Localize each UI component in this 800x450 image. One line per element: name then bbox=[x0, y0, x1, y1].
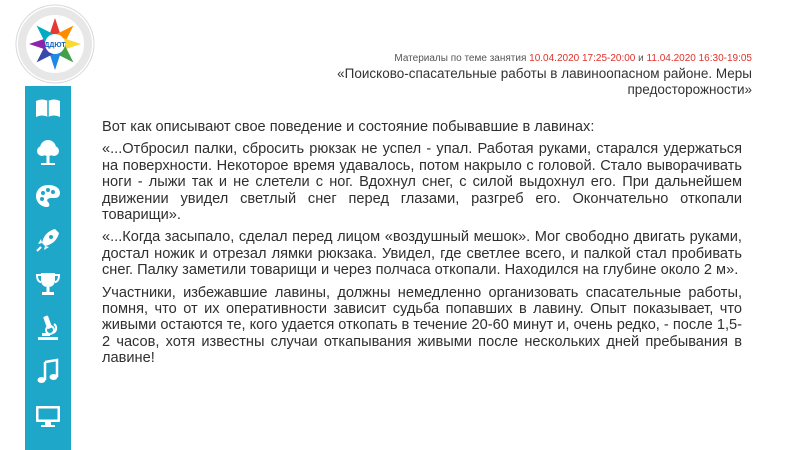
logo bbox=[14, 3, 96, 85]
header bbox=[232, 52, 752, 98]
intro-paragraph: Вот как описывают свое поведение и состояние побывавшие в лавинах: bbox=[102, 119, 595, 135]
quote-paragraph-2: «...Когда засыпало, сделал перед лицом «воздушный мешок». Мог свободно двигать руками, достал ножик и отрезал лямки рюкзака. Увидел, где светлее всего, и палкой стал пробивать снег. Палку заметили товарищи и через полчаса откопали. Находился на глубине около 2 м». bbox=[102, 229, 742, 279]
main-content bbox=[102, 119, 742, 373]
page-title-line-2: предосторожности» bbox=[627, 82, 752, 97]
trophy-icon bbox=[25, 264, 71, 304]
conclusion-paragraph: Участники, избежавшие лавины, должны немедленно организовать спасательные работы, помня, что от их оперативности зависит судьба попавших в лавину. Опыт показывает, что живыми остаются те, кого удается откопать в течение 20-60 минут и, очень редко, - после 1,5- 2 часов, хотя известны случаи откапывания живыми после нескольких дней пребывания в лавине! bbox=[102, 284, 742, 367]
quote-paragraph-1: «...Отбросил палки, сбросить рюкзак не успел - упал. Работая руками, старался удержаться на поверхности. Некоторое время удавалось, потом накрыло с головой. Стало выворачивать ноги - лыжи так и не слетели с ног. Вдохнул снег, с силой выдохнул его. При дальнейшем движении увидел светлый снег перед глазами, разгреб его. Окончательно откопали товарищи». bbox=[102, 141, 742, 224]
rocket-icon bbox=[25, 220, 71, 260]
book-icon bbox=[25, 88, 71, 128]
materials-prefix: Материалы по теме занятия bbox=[394, 53, 530, 64]
music-note-icon bbox=[25, 352, 71, 392]
logo-emblem-icon bbox=[14, 3, 96, 85]
sidebar bbox=[25, 86, 71, 450]
tree-icon bbox=[25, 132, 71, 172]
page-title bbox=[232, 66, 752, 98]
page-title-line-1: «Поисково-спасательные работы в лавиноопасном районе. Меры bbox=[337, 66, 752, 81]
palette-icon bbox=[25, 176, 71, 216]
monitor-icon bbox=[25, 396, 71, 436]
date-and: и bbox=[635, 53, 647, 64]
date-1: 10.04.2020 17:25-20:00 bbox=[529, 53, 636, 64]
logo-label: ДДЮТ bbox=[44, 42, 66, 49]
materials-line bbox=[232, 52, 752, 66]
microscope-icon bbox=[25, 308, 71, 348]
date-2: 11.04.2020 16:30-19:05 bbox=[646, 53, 752, 64]
